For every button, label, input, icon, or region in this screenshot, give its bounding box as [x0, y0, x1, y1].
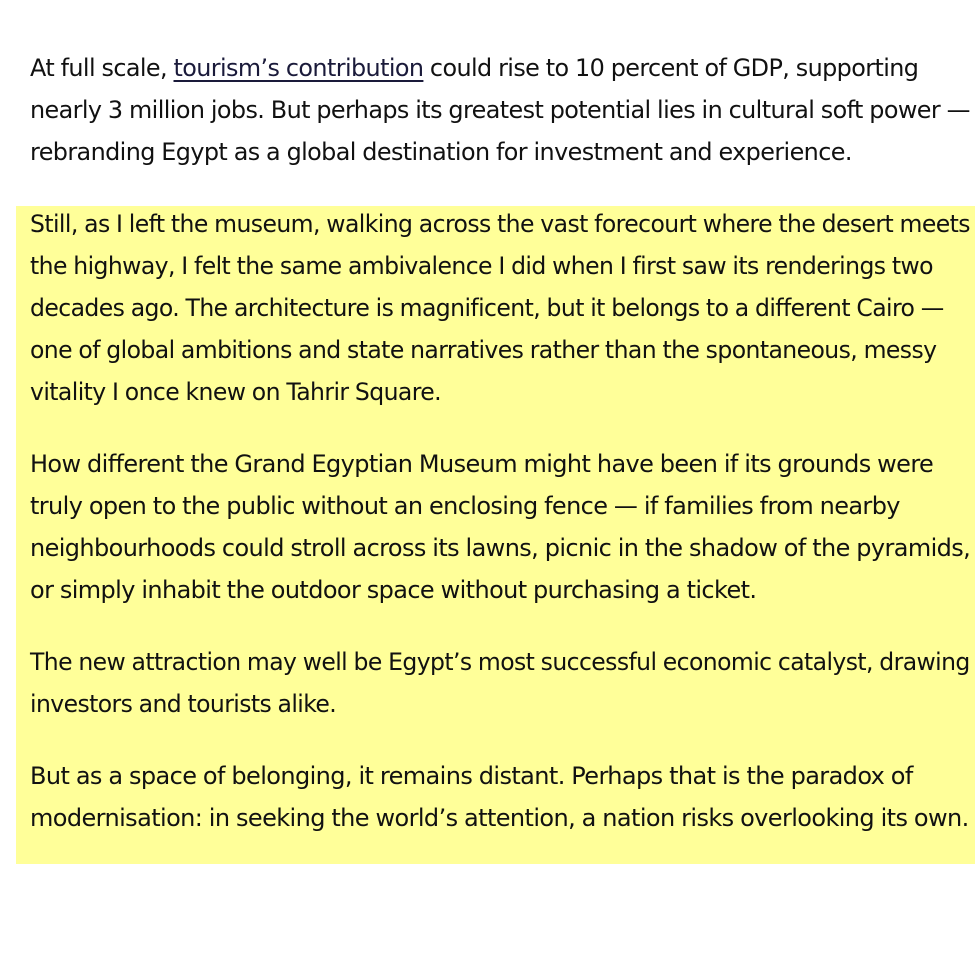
paragraph-line: or simply inhabit the outdoor space without purchasing a ticket. [30, 576, 757, 604]
paragraph-open-grounds [30, 443, 971, 611]
intro-line-1 [30, 47, 970, 89]
paragraph-belonging [30, 755, 969, 839]
intro-text-after-link: could rise to 10 percent of GDP, supporting [423, 54, 919, 82]
paragraph-line: decades ago. The architecture is magnificent, but it belongs to a different Cairo — [30, 294, 944, 322]
paragraph-line: The new attraction may well be Egypt’s most successful economic catalyst, drawing [30, 648, 970, 676]
paragraph-line: vitality I once knew on Tahrir Square. [30, 378, 442, 406]
paragraph-line: the highway, I felt the same ambivalence I did when I first saw its renderings two [30, 252, 933, 280]
paragraph-line: investors and tourists alike. [30, 690, 337, 718]
paragraph-line: truly open to the public without an enclosing fence — if families from nearby [30, 492, 900, 520]
intro-line-2: nearly 3 million jobs. But perhaps its greatest potential lies in cultural soft power — [30, 96, 970, 124]
intro-paragraph [30, 47, 975, 173]
paragraph-line: modernisation: in seeking the world’s attention, a nation risks overlooking its own. [30, 804, 969, 832]
tourism-contribution-link[interactable]: tourism’s contribution [173, 54, 424, 82]
paragraph-line: Still, as I left the museum, walking across the vast forecourt where the desert meets [30, 210, 970, 238]
paragraph-line: one of global ambitions and state narratives rather than the spontaneous, messy [30, 336, 937, 364]
paragraph-line: How different the Grand Egyptian Museum might have been if its grounds were [30, 450, 934, 478]
intro-line-3: rebranding Egypt as a global destination for investment and experience. [30, 138, 852, 166]
intro-text-before-link: At full scale, [30, 54, 174, 82]
paragraph-line: neighbourhoods could stroll across its lawns, picnic in the shadow of the pyramids, [30, 534, 971, 562]
paragraph-line: But as a space of belonging, it remains distant. Perhaps that is the paradox of [30, 762, 913, 790]
paragraph-economic-catalyst [30, 641, 975, 725]
paragraph-museum-departure [30, 203, 975, 413]
